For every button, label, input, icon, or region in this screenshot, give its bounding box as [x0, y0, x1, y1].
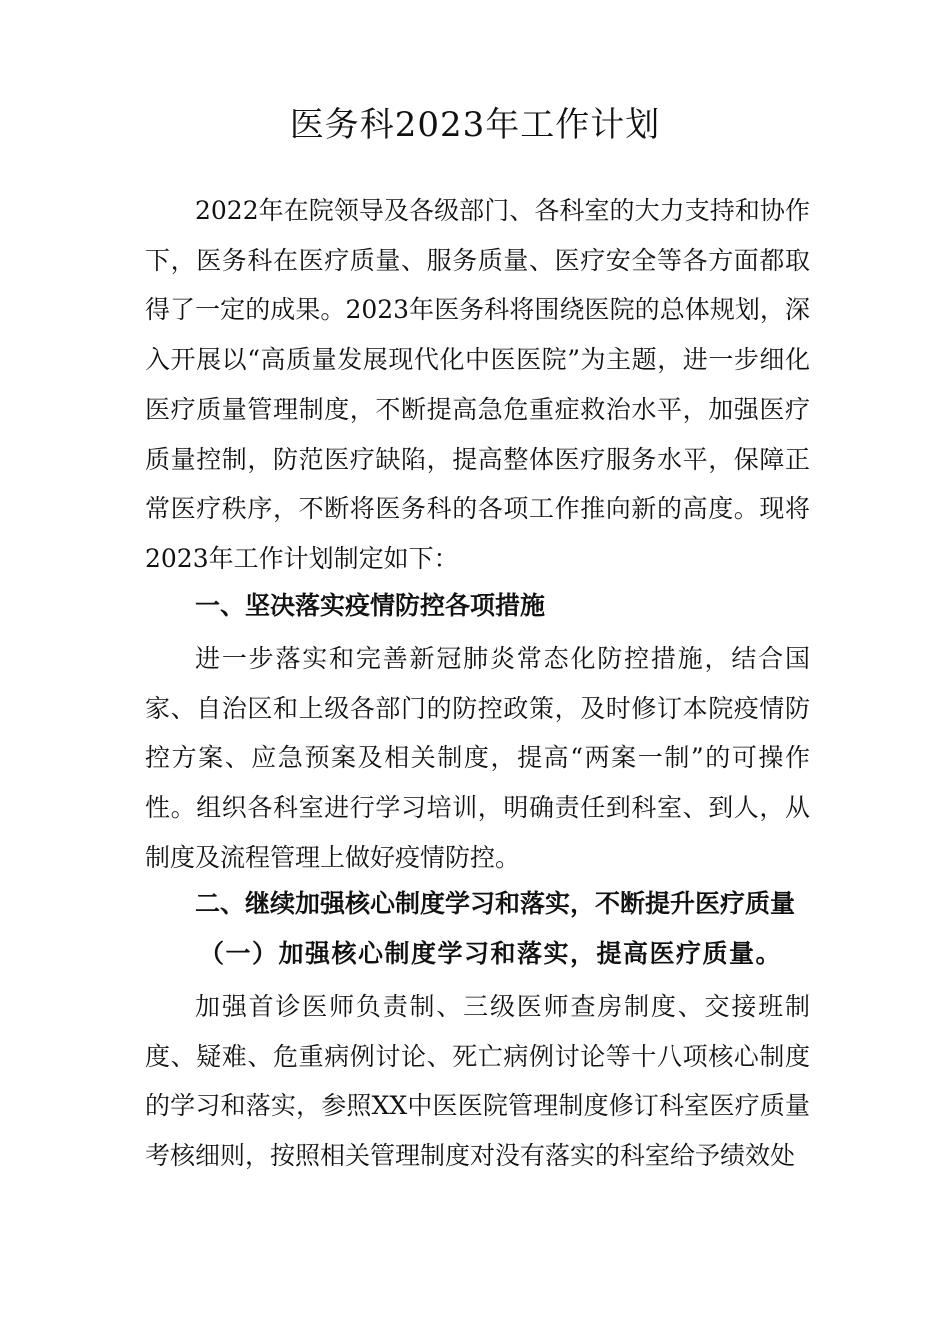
section-2-heading: 二、继续加强核心制度学习和落实，不断提升医疗质量	[195, 889, 796, 918]
section-1-paragraph: 进一步落实和完善新冠肺炎常态化防控措施，结合国家、自治区和上级各部门的防控政策，及时修订本院疫情防控方案、应急预案及相关制度，提高“两案一制”的可操作性。组织各科室进行学习培训，明确责任到科室、到人，从制度及流程管理上做好疫情防控。	[145, 644, 810, 872]
intro-paragraph: 2022年在院领导及各级部门、各科室的大力支持和协作下，医务科在医疗质量、服务质量、医疗安全等各方面都取得了一定的成果。2023年医务科将围绕医院的总体规划，深入开展以“高质量发展现代化中医医院”为主题，进一步细化医疗质量管理制度，不断提高急危重症救治水平，加强医疗质量控制，防范医疗缺陷，提高整体医疗服务水平，保障正常医疗秩序，不断将医务科的各项工作推向新的高度。现将2023年工作计划制定如下：	[145, 196, 810, 573]
section-2-paragraph: 加强首诊医师负责制、三级医师查房制度、交接班制度、疑难、危重病例讨论、死亡病例讨论等十八项核心制度的学习和落实，参照XX中医医院管理制度修订科室医疗质量考核细则，按照相关管理制度对没有落实的科室给予绩效处	[145, 992, 810, 1171]
document-title: 医务科2023年工作计划	[289, 105, 661, 145]
section-2-subheading: （一）加强核心制度学习和落实，提高医疗质量。	[199, 939, 783, 968]
section-1-heading: 一、坚决落实疫情防控各项措施	[195, 591, 546, 620]
